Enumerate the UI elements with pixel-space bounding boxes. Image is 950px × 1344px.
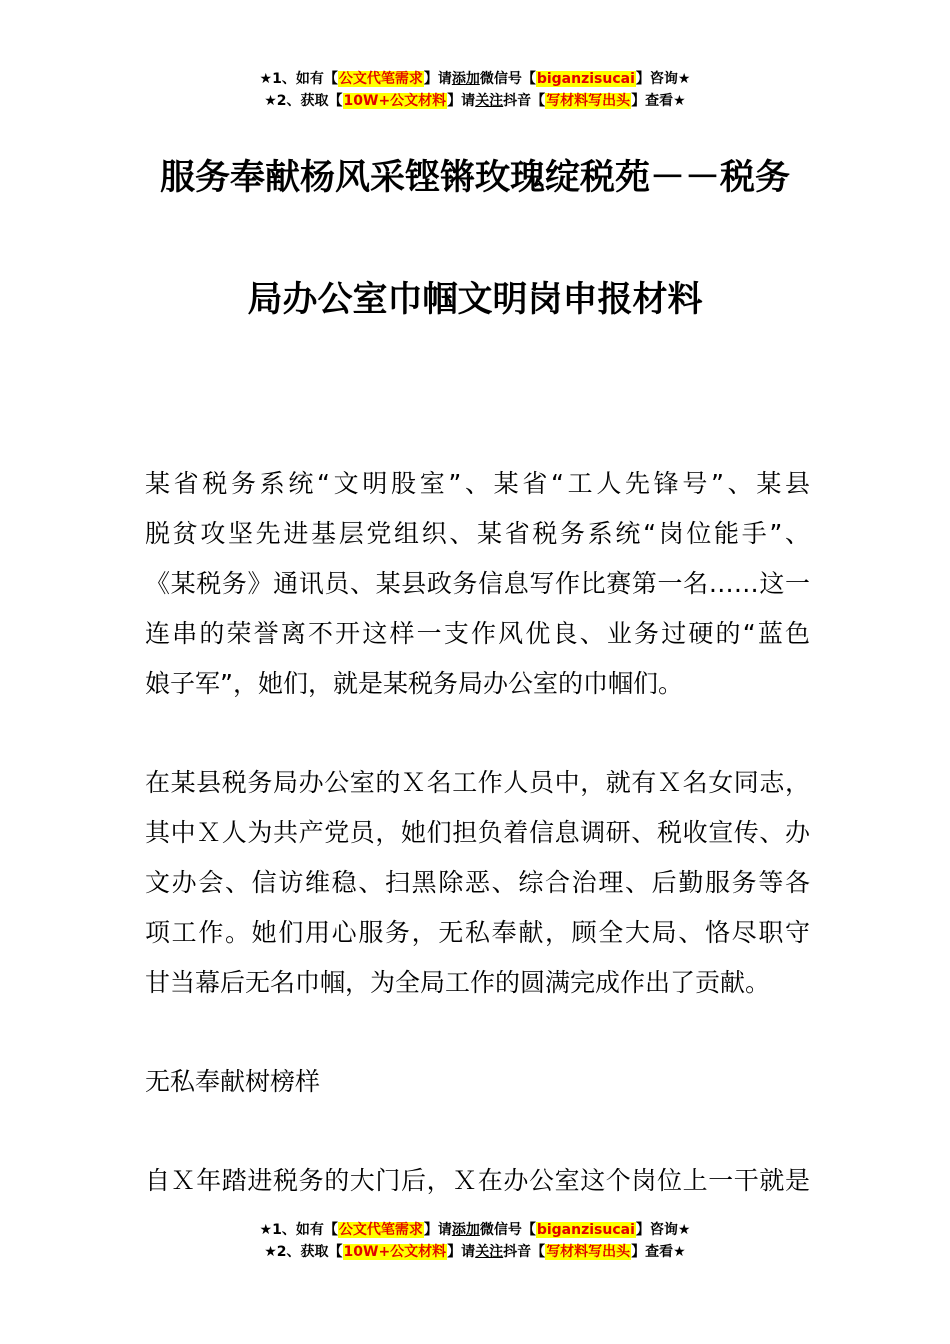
text-line: 某省税务系统“文明股室”、某省“工人先锋号”、某县 xyxy=(145,469,810,498)
promo-banner-bottom xyxy=(0,1219,950,1263)
text-line: 在某县税务局办公室的Ｘ名工作人员中，就有Ｘ名女同志， xyxy=(145,768,810,797)
underline-follow: 关注 xyxy=(475,93,504,109)
underline-add: 添加 xyxy=(451,1222,480,1238)
document-title-line-2: 局办公室巾帼文明岗申报材料 xyxy=(247,280,703,320)
promo-line-1: ★1、如有【公文代笔需求】请添加微信号【biganzisucai】咨询★ xyxy=(259,71,691,87)
underline-add: 添加 xyxy=(451,71,480,87)
paragraph-staff xyxy=(145,758,810,1008)
paragraph-honors xyxy=(145,459,810,709)
promo-line-2: ★2、获取【10W+公文材料】请关注抖音【写材料写出头】查看★ xyxy=(264,93,686,109)
text-line: 文办会、信访维稳、扫黑除恶、综合治理、后勤服务等各 xyxy=(145,868,810,897)
paragraph-start xyxy=(145,1156,810,1206)
highlight-douyin-account: 写材料写出头 xyxy=(546,93,631,109)
highlight-materials: 10W+公文材料 xyxy=(343,93,447,109)
section-heading-text: 无私奉献树榜样 xyxy=(145,1067,321,1096)
document-title-line-1: 服务奉献杨风采铿锵玫瑰绽税苑－－税务 xyxy=(159,158,790,198)
highlight-materials: 10W+公文材料 xyxy=(343,1244,447,1260)
text-line: 娘子军”，她们，就是某税务局办公室的巾帼们。 xyxy=(145,669,683,698)
text-line: 《某税务》通讯员、某县政务信息写作比赛第一名……这一 xyxy=(145,569,810,598)
highlight-service: 公文代笔需求 xyxy=(338,1222,423,1238)
text-line: 连串的荣誉离不开这样一支作风优良、业务过硬的“蓝色 xyxy=(145,619,810,648)
highlight-wechat-id: biganzisucai xyxy=(536,1222,635,1238)
highlight-wechat-id: biganzisucai xyxy=(536,71,635,87)
highlight-service: 公文代笔需求 xyxy=(338,71,423,87)
promo-line-1: ★1、如有【公文代笔需求】请添加微信号【biganzisucai】咨询★ xyxy=(259,1222,691,1238)
text-line: 其中Ｘ人为共产党员，她们担负着信息调研、税收宣传、办 xyxy=(145,818,810,847)
promo-banner-top xyxy=(0,68,950,112)
text-line: 脱贫攻坚先进基层党组织、某省税务系统“岗位能手”、 xyxy=(145,519,810,548)
text-line: 自Ｘ年踏进税务的大门后，Ｘ在办公室这个岗位上一干就是 xyxy=(145,1166,810,1195)
text-line: 项工作。她们用心服务，无私奉献，顾全大局、恪尽职守 xyxy=(145,918,810,947)
text-line: 甘当幕后无名巾帼，为全局工作的圆满完成作出了贡献。 xyxy=(145,968,771,997)
highlight-douyin-account: 写材料写出头 xyxy=(546,1244,631,1260)
section-heading xyxy=(145,1057,810,1107)
promo-line-2: ★2、获取【10W+公文材料】请关注抖音【写材料写出头】查看★ xyxy=(264,1244,686,1260)
underline-follow: 关注 xyxy=(475,1244,504,1260)
